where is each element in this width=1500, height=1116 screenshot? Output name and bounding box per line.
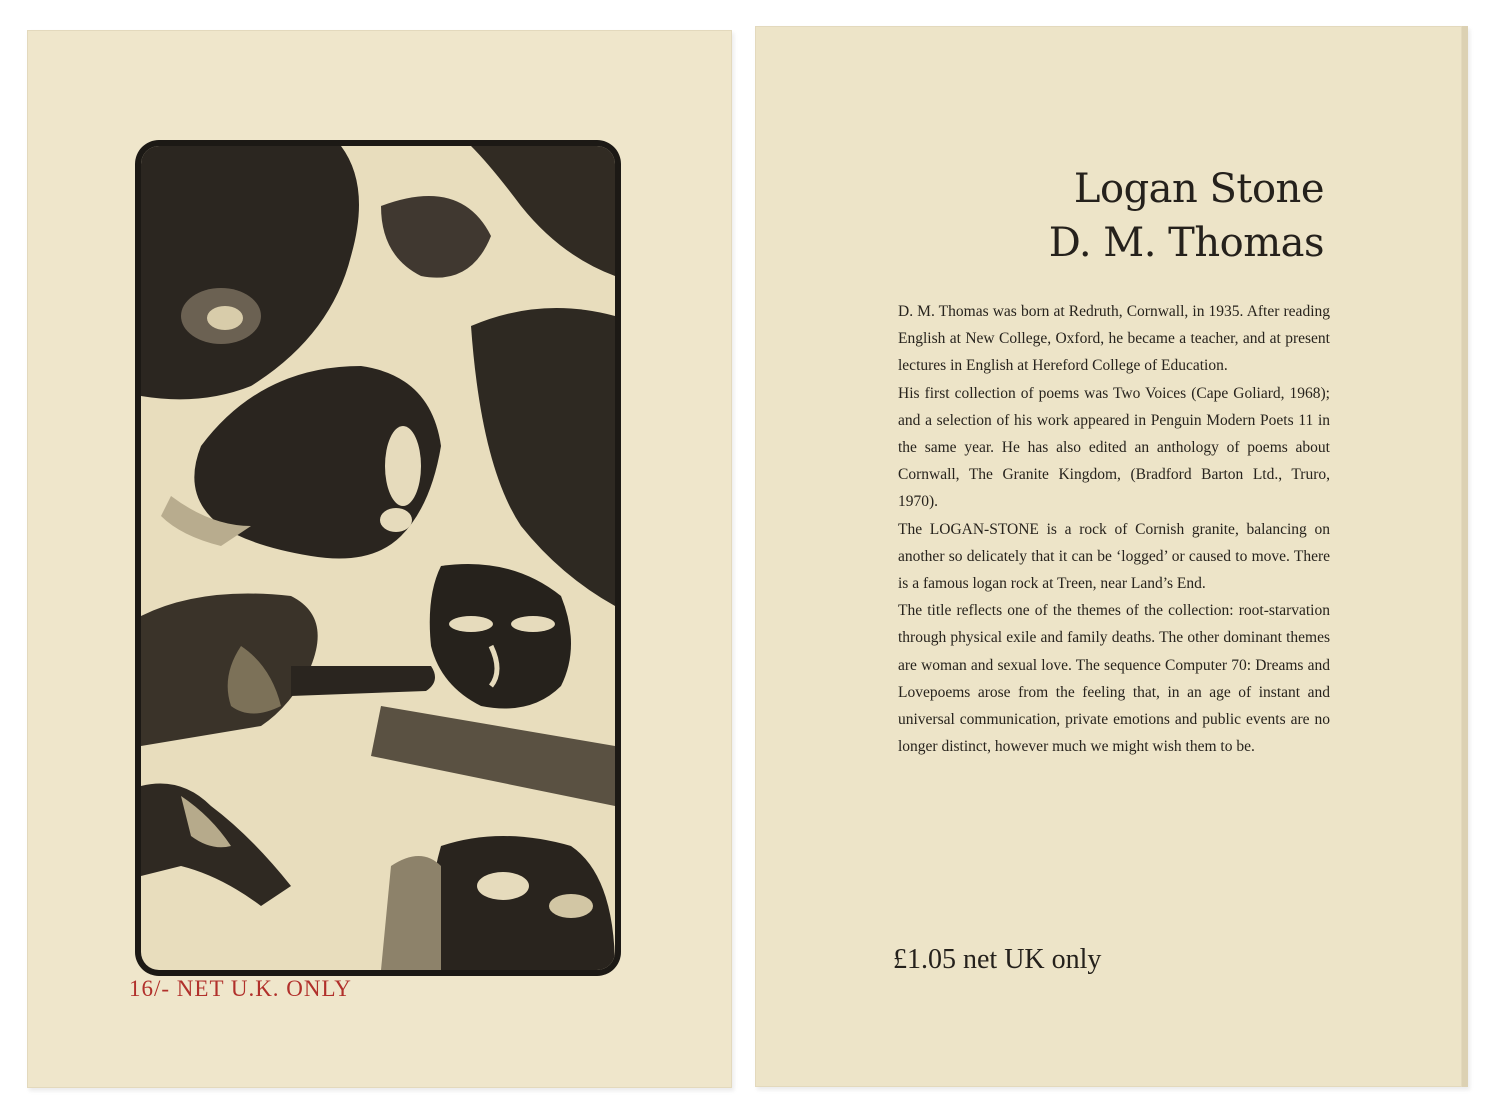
back-cover <box>755 26 1468 1087</box>
front-price-label: 16/- NET U.K. ONLY <box>129 976 352 1001</box>
author-blurb <box>898 298 1330 760</box>
book-title: Logan Stone <box>1073 166 1324 212</box>
blurb-paragraph: His first collection of poems was Two Voices (Cape Goliard, 1968); and a selection of his work appeared in Penguin Modern Poets 11 in the same year. He has also edited an anthology of poems about Cornwall, The Granite Kingdom, (Bradford Barton Ltd., Truro, 1970). <box>898 384 1330 511</box>
cover-photograph <box>135 140 621 976</box>
back-price-label: £1.05 net UK only <box>893 944 1102 975</box>
blurb-paragraph: The title reflects one of the themes of the collection: root-starvation through physical exile and family deaths. The other dominant themes are woman and sexual love. The sequence Computer 70: Dreams and Lovepoems arose from the feeling that, in an age of instant and universal communication, private emotions and public events are no longer distinct, however much we might wish them to be. <box>898 602 1330 756</box>
book-author: D. M. Thomas <box>1048 220 1324 266</box>
front-cover <box>27 30 732 1088</box>
blurb-paragraph: D. M. Thomas was born at Redruth, Cornwall, in 1935. After reading English at New College, Oxford, he became a teacher, and at present lectures in English at Hereford College of Education. <box>898 303 1330 375</box>
inverted-photograph-collage <box>141 146 615 970</box>
blurb-paragraph: The LOGAN-STONE is a rock of Cornish granite, balancing on another so delicately that it can be ‘logged’ or caused to move. There is a famous logan rock at Treen, near Land’s End. <box>898 520 1330 593</box>
back-title-block <box>1049 162 1324 270</box>
